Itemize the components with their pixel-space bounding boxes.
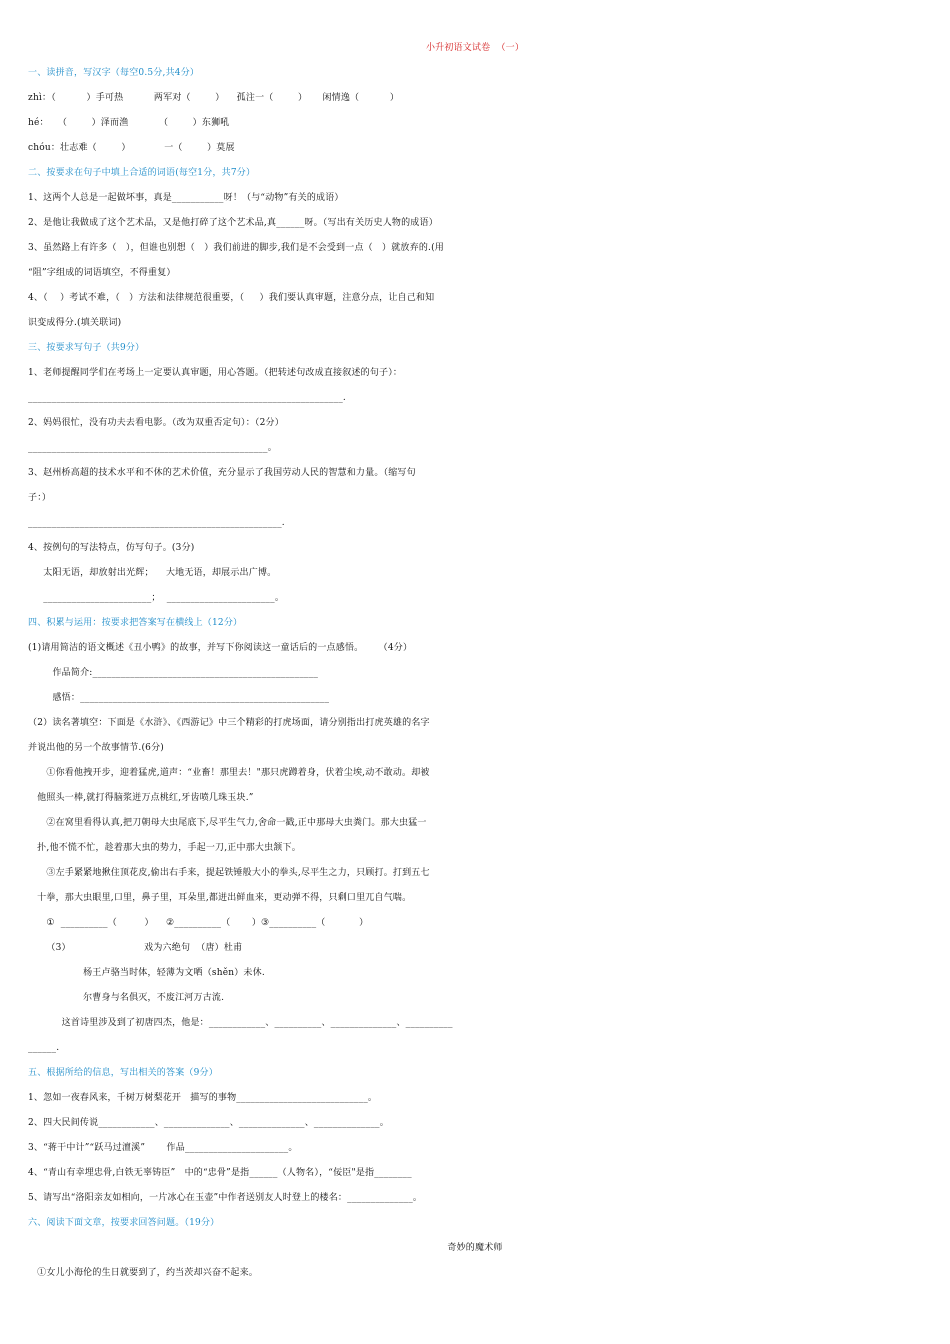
question-2-3-cont: “阻”字组成的词语填空，不得重复） — [28, 268, 176, 278]
hero-answer-line: ① __________（ ） ②__________（ ）③__________（ ） — [28, 918, 369, 928]
question-3-2: 2、妈妈很忙，没有功夫去看电影。（改为双重否定句）：（2分） — [28, 418, 284, 428]
poem-line-1: 杨王卢骆当时体，轻薄为文哂（shěn）未休. — [28, 968, 265, 978]
pinyin-chou-line: chóu：壮志难（ ） 一（ ）莫展 — [28, 143, 235, 153]
section-1-heading: 一、读拼音，写汉字（每空0.5分,共4分） — [28, 68, 200, 78]
passage-3-cont: 十拳，那大虫眼里,口里，鼻子里，耳朵里,都迸出鲜血来，更动弹不得，只剩口里兀自气喘。 — [28, 893, 412, 903]
summary-line: 作品简介:________________________________________________ — [28, 668, 319, 678]
question-2-4: 4、（ ）考试不难，（ ）方法和法律规范很重要，（ ）我们要认真审题，注意分点，让自己和知 — [28, 293, 435, 303]
passage-1-cont: 他照头一棒,就打得脑浆迸万点桃红,牙齿喷几珠玉块.” — [28, 793, 254, 803]
question-4-2-cont: 并说出他的另一个故事情节.(6分) — [28, 743, 165, 753]
question-2-2: 2、是他让我做成了这个艺术品，又是他打碎了这个艺术品,真______呀。（写出有关历史人物的成语） — [28, 218, 438, 228]
passage-1: ①你看他拽开步，迎着猛虎,道声：“业畜！那里去！"那只虎蹲着身，伏着尘埃,动不敢动。却被 — [28, 768, 430, 778]
section-3-heading: 三、按要求写句子（共9分） — [28, 343, 145, 353]
question-2-1: 1、这两个人总是一起做坏事，真是___________呀！（与“动物”有关的成语） — [28, 193, 344, 203]
exam-title: 小升初语文试卷 （一） — [425, 43, 525, 53]
reflection-line: 感悟：_____________________________________________________ — [28, 693, 330, 703]
answer-line-3-1: ___________________________________________________________________. — [28, 393, 346, 403]
passage-3: ③左手紧紧地揪住顶花皮,偷出右手来，提起铁锤般大小的拳头,尽平生之力，只顾打。打到五七 — [28, 868, 430, 878]
question-5-1: 1、忽如一夜春风来，千树万树梨花开 描写的事物____________________________。 — [28, 1093, 378, 1103]
section-5-heading: 五、根据所给的信息，写出相关的答案（9分） — [28, 1068, 218, 1078]
answer-line-3-3: ______________________________________________________. — [28, 518, 285, 528]
poem-question: 这首诗里涉及到了初唐四杰，他是：____________、__________、______________、__________ — [28, 1018, 453, 1028]
question-2-3: 3、虽然路上有许多（ ），但谁也别想（ ）我们前进的脚步,我们是不会受到一点（ ）就放弃的.(用 — [28, 243, 445, 253]
passage-2-cont: 扑,他不慌不忙，趁着那大虫的势力，手起一刀,正中那大虫颔下。 — [28, 843, 301, 853]
article-title: 奇妙的魔术师 — [447, 1243, 503, 1253]
question-5-5: 5、请写出“洛阳亲友如相向，一片冰心在玉壶”中作者送别友人时登上的楼名：______________。 — [28, 1193, 423, 1203]
poem-question-cont: ______. — [28, 1043, 60, 1053]
pinyin-zhi-line: zhì：（ ）手可热 两军对（ ） 孤注一（ ） 闲情逸（ ） — [28, 93, 400, 103]
question-3-4: 4、按例句的写法特点，仿写句子。(3分) — [28, 543, 195, 553]
question-3-3: 3、赵州桥高超的技术水平和不休的艺术价值，充分显示了我国劳动人民的智慧和力量。（缩写句 — [28, 468, 416, 478]
article-paragraph-1: ①女儿小海伦的生日就要到了，约当茨却兴奋不起来。 — [28, 1268, 258, 1278]
question-5-4: 4、“青山有幸埋忠骨,白铁无辜铸臣” 中的“忠骨”是指______（人物名），“佞臣"是指________ — [28, 1168, 412, 1178]
answer-line-3-4: _______________________； _______________________。 — [28, 593, 285, 603]
pinyin-he-line: hé： （ ）泽而渔 （ ）东狮吼 — [28, 118, 230, 128]
section-6-heading: 六、阅读下面文章，按要求回答问题。（19分） — [28, 1218, 220, 1228]
passage-2: ②在窝里看得认真,把刀朝母大虫尾底下,尽平生气力,舍命一戳,正中那母大虫粪门。那大虫猛一 — [28, 818, 427, 828]
question-5-3: 3、“蒋干中计”“跃马过澶溪” 作品______________________。 — [28, 1143, 298, 1153]
poem-line-2: 尔曹身与名俱灭，不废江河万古流. — [28, 993, 225, 1003]
answer-line-3-2: ___________________________________________________。 — [28, 443, 277, 453]
question-4-2: （2）读名著填空：下面是《水浒》、《西游记》中三个精彩的打虎场面，请分别指出打虎英雄的名字 — [28, 718, 430, 728]
poem-title: （3） 戏为六绝句 （唐）杜甫 — [28, 943, 243, 953]
section-2-heading: 二、按要求在句子中填上合适的词语(每空1分，共7分） — [28, 168, 256, 178]
question-2-4-cont: 识变成得分.(填关联词) — [28, 318, 122, 328]
example-sentence: 太阳无语，却放射出光辉； 大地无语，却展示出广博。 — [28, 568, 277, 578]
question-5-2: 2、四大民间传说____________、______________、______________、______________。 — [28, 1118, 389, 1128]
question-3-1: 1、老师提醒同学们在考场上一定要认真审题，用心答题。（把转述句改成直接叙述的句子）： — [28, 368, 403, 378]
section-4-heading: 四、积累与运用：按要求把答案写在横线上（12分） — [28, 618, 243, 628]
question-4-1: (1)请用简洁的语文概述《丑小鸭》的故事，并写下你阅读这一童话后的一点感悟。 （4分） — [28, 643, 413, 653]
question-3-3-cont: 子：） — [28, 493, 52, 503]
